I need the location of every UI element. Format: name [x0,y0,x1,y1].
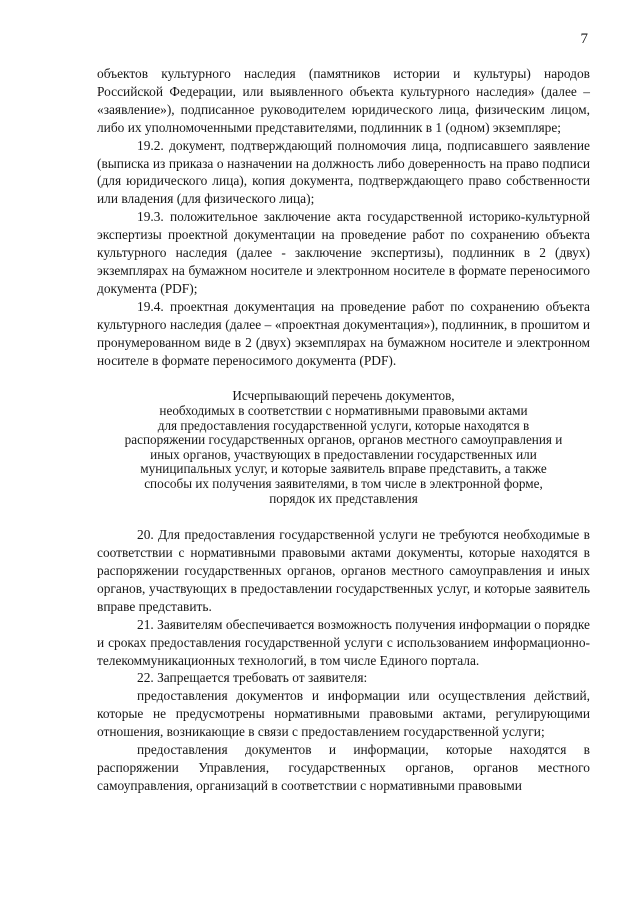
paragraph-19-1-continuation: объектов культурного наследия (памятников истории и культуры) народов Российской Федерации, или выявленного объекта культурного наследия» (далее – «заявление»), подписанное руководителем юридического лица, физическим лицом, либо их уполномоченными представителями, подлинник в 1 (одном) экземпляре; [97,66,590,135]
paragraph-21: 21. Заявителям обеспечивается возможность получения информации о порядке и сроках предоставления государственной услуги с использованием информационно-телекоммуникационных технологий, в том числе Единого портала. [97,616,590,668]
document-body [97,65,590,795]
heading-line: способы их получения заявителями, в том числе в электронной форме, [144,475,543,491]
heading-line: для предоставления государственной услуги, которые находятся в [157,417,530,433]
heading-line: распоряжении государственных органов, органов местного самоуправления и [124,432,563,448]
heading-line: иных органов, участвующих в предоставлении государственных или [150,446,537,462]
paragraph-22: 22. Запрещается требовать от заявителя: [137,670,368,686]
paragraph-19-4: 19.4. проектная документация на проведение работ по сохранению объекта культурного наследия (далее – «проектная документация»), подлинник, в прошитом и пронумерованном виде в 2 (двух) экземплярах на бумажном носителе и электронном носителе в формате переносимого документа (PDF). [97,298,590,368]
paragraph-20: 20. Для предоставления государственной услуги не требуются необходимые в соответствии с нормативными правовыми актами документы, которые находятся в распоряжении государственных органов, органов местного самоуправления и иных органов, участвующих в предоставлении государственных услуг, и которые заявитель вправе представить. [97,527,590,614]
heading-line: необходимых в соответствии с нормативными правовыми актами [159,403,528,418]
page-number: 7 [580,31,588,47]
paragraph-22-item-2: предоставления документов и информации, которые находятся в распоряжении Управления, государственных органов, органов местного самоуправления, организаций в соответствии с нормативными правовыми [97,742,590,793]
paragraph-22-item-1: предоставления документов и информации или осуществления действий, которые не предусмотрены нормативными правовыми актами, регулирующими отношения, возникающие в связи с предоставлением государственной услуги; [97,688,590,740]
paragraph-19-2: 19.2. документ, подтверждающий полномочия лица, подписавшего заявление (выписка из приказа о назначении на должность либо доверенность на право подписи (для юридического лица), копия документа, подтверждающего право собственности или владения (для физического лица); [97,137,590,207]
section-heading [97,389,590,506]
heading-line: муниципальных услуг, и которые заявитель вправе представить, а также [140,461,547,477]
heading-line: порядок их представления [269,490,418,506]
paragraph-19-3: 19.3. положительное заключение акта государственной историко-культурной экспертизы проектной документации на проведение работ по сохранению объекта культурного наследия (далее - заключение экспертизы), подлинник в 2 (двух) экземплярах на бумажном носителе и электронном носителе в формате переносимого документа (PDF); [97,209,590,296]
heading-line: Исчерпывающий перечень документов, [232,388,455,404]
